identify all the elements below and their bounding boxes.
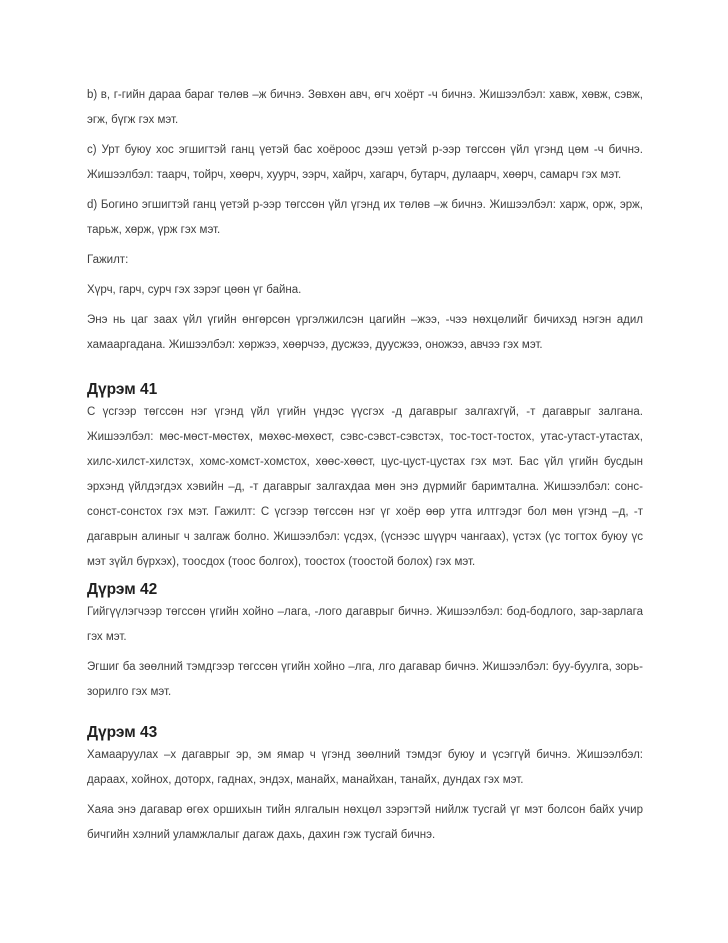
paragraph-c: c) Урт буюу хос эгшигтэй ганц үетэй бас хоёроос дээш үетэй р-ээр төгссөн үйл үгэнд цөм -ч бичнэ. Жишээлбэл: таарч, тойрч, хөөрч, хуурч, ээрч, хайрч, хагарч, бутарч, дулаарч, хөөрч, самарч гэх мэт. xyxy=(87,144,643,181)
rule-41-paragraph: С үсгээр төгссөн нэг үгэнд үйл үгийн үндэс үүсгэх -д дагаврыг залгахгүй, -т дагаврыг залгана. Жишээлбэл: мөс-мөст-мөстөх, мөхөс-мөхөст, сэвс-сэвст-сэвстэх, тос-тост-тостох, утас-утаст-утастах, хилс-хилст-хилстэх, хомс-хомст-хомстох, хөөс-хөөст, цус-цуст-цустах гэх мэт. Бас үйл үгийн бусдын эрхэнд үйлдэгдэх хэвийн –д, -т дагаврыг залгахдаа мөн энэ дүрмийг баримтална. Жишээлбэл: сонс-сонст-сонстох гэх мэт. Гажилт: С үсгээр төгссөн нэг үг хоёр өөр утга илтгэдэг бол мөн үгэнд –д, -т дагаврын алиныг ч залгаж болно. Жишээлбэл: үсдэх, (үснээс шүүрч чангаах), үстэх (үс тогтох буюу үс мэт зүйл бүрхэх), тоосдох (тоос болгох), тоостох (тоостой болох) гэх мэт. xyxy=(87,406,643,568)
paragraph-b: b) в, г-гийн дараа бараг төлөв –ж бичнэ. Зөвхөн авч, өгч хоёрт -ч бичнэ. Жишээлбэл: хавж, хөвж, сэвж, эгж, бүгж гэх мэт. xyxy=(87,89,643,126)
paragraph-d: d) Богино эгшигтэй ганц үетэй р-ээр төгссөн үйл үгэнд их төлөв –ж бичнэ. Жишээлбэл: харж, орж, эрж, тарьж, хөрж, үрж гэх мэт. xyxy=(87,199,643,236)
rule-42-paragraph-1: Гийгүүлэгчээр төгссөн үгийн хойно –лага, -лого дагаврыг бичнэ. Жишээлбэл: бод-бодлого, зар-зарлага гэх мэт. xyxy=(87,606,643,643)
rule-41-section xyxy=(87,380,643,575)
rule-42-section xyxy=(87,580,643,705)
rule-43-paragraph-2: Хаяа энэ дагавар өгөх оршихын тийн ялгалын нөхцөл зэрэгтэй нийлж тусгай үг мэт болсон байх учир бичгийн хэлний уламжлалыг дагаж дахь, дахин гэж тусгай бичнэ. xyxy=(87,804,643,841)
rule-43-section xyxy=(87,723,643,848)
paragraph-note: Энэ нь цаг заах үйл үгийн өнгөрсөн үргэлжилсэн цагийн –жээ, -чээ нөхцөлийг бичихэд нэгэн адил хамааргадана. Жишээлбэл: хөржээ, хөөрчээ, дусжээ, дуусжээ, оножээ, авчээ гэх мэт. xyxy=(87,314,643,351)
section-prev xyxy=(87,83,643,358)
rule-41-heading: Дүрэм 41 xyxy=(87,381,158,398)
rule-42-heading: Дүрэм 42 xyxy=(87,581,158,598)
rule-42-paragraph-2: Эгшиг ба зөөлний тэмдгээр төгссөн үгийн хойно –лга, лго дагавар бичнэ. Жишээлбэл: буу-буулга, зорь-зорилго гэх мэт. xyxy=(87,661,643,698)
document-page xyxy=(87,83,643,853)
exception-label: Гажилт: xyxy=(87,254,129,266)
rule-43-heading: Дүрэм 43 xyxy=(87,724,158,741)
exception-text: Хүрч, гарч, сурч гэх зэрэг цөөн үг байна. xyxy=(87,284,302,296)
rule-43-paragraph-1: Хамааруулах –х дагаврыг эр, эм ямар ч үгэнд зөөлний тэмдэг буюу и үсэггүй бичнэ. Жишээлбэл: дараах, хойнох, доторх, гаднах, эндэх, манайх, манайхан, танайх, дундах гэх мэт. xyxy=(87,749,643,786)
